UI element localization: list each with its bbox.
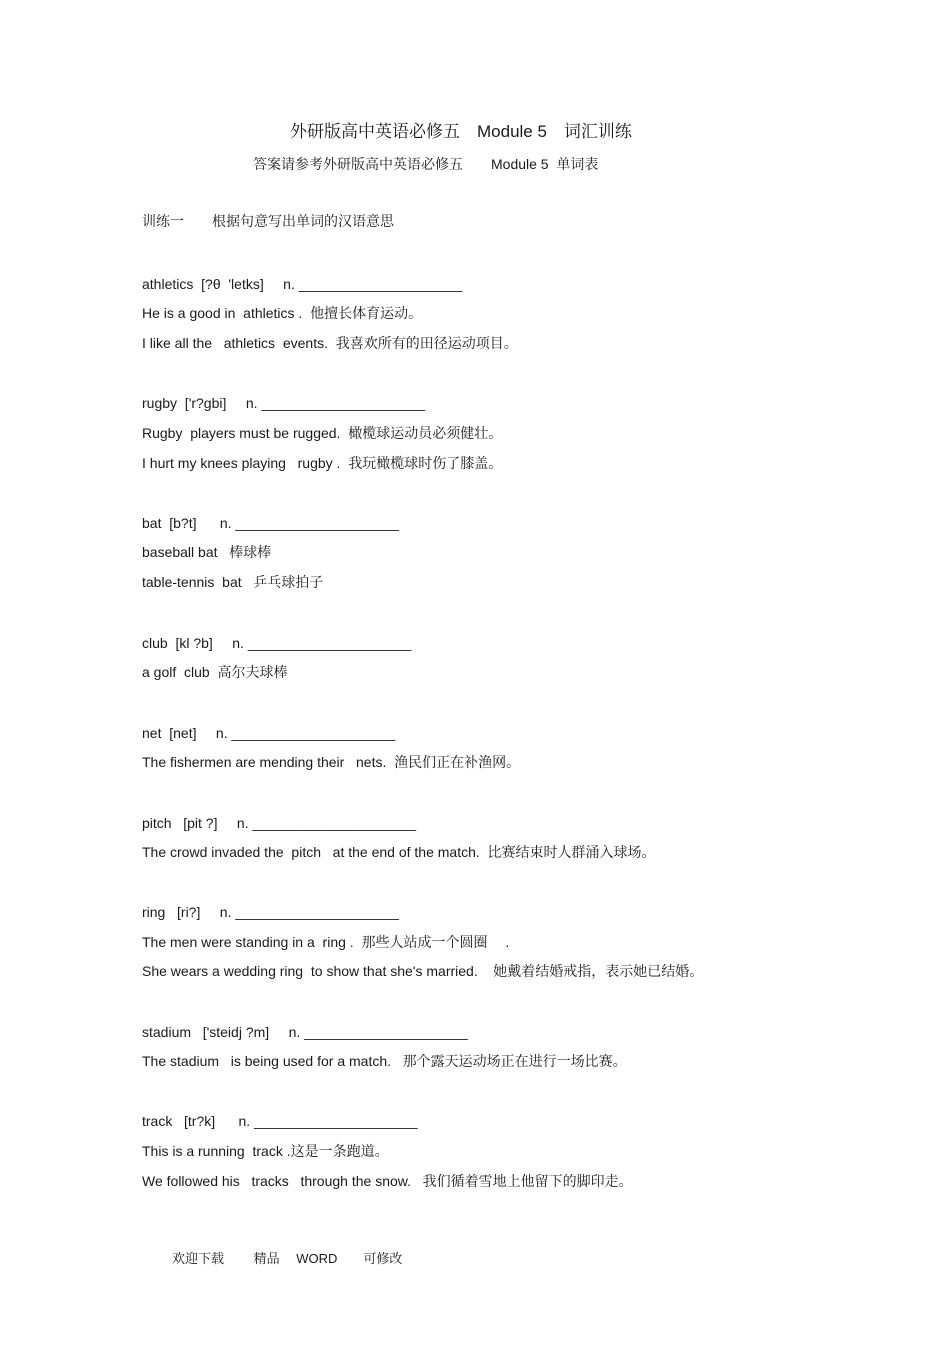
example-sentence: The men were standing in a ring . 那些人站成一个圆圈 . [142, 934, 510, 950]
footer-note: 欢迎下载 精品 WORD 可修改 [172, 1251, 403, 1266]
example-sentence: We followed his tracks through the snow. 我们循着雪地上他留下的脚印走。 [142, 1173, 633, 1189]
example-sentence: She wears a wedding ring to show that she's married. 她戴着结婚戒指，表示她已结婚。 [142, 963, 704, 979]
vocab-headline: track [tr?k] n. _____________________ [142, 1113, 418, 1129]
page-title: 外研版高中英语必修五 Module 5 词汇训练 [290, 122, 632, 141]
page-subtitle: 答案请参考外研版高中英语必修五 Module 5 单词表 [253, 156, 599, 172]
vocab-headline: rugby ['r?gbi] n. _____________________ [142, 395, 425, 411]
example-sentence: I hurt my knees playing rugby . 我玩橄榄球时伤了膝盖。 [142, 455, 503, 471]
vocab-headline: stadium ['steidj ?m] n. _____________________ [142, 1024, 468, 1040]
example-sentence: This is a running track .这是一条跑道。 [142, 1143, 389, 1159]
section-heading: 训练一 根据句意写出单词的汉语意思 [142, 213, 394, 229]
vocab-headline: pitch [pit ?] n. _____________________ [142, 815, 417, 831]
example-sentence: a golf club 高尔夫球棒 [142, 664, 288, 680]
vocab-headline: athletics [?θ 'letks] n. _____________________ [142, 276, 463, 292]
example-sentence: I like all the athletics events. 我喜欢所有的田径运动项目。 [142, 335, 518, 351]
example-sentence: He is a good in athletics . 他擅长体育运动。 [142, 305, 423, 321]
vocab-headline: bat [b?t] n. _____________________ [142, 515, 399, 531]
example-sentence: baseball bat 棒球棒 [142, 544, 272, 560]
vocab-headline: ring [ri?] n. _____________________ [142, 904, 399, 920]
vocab-headline: net [net] n. _____________________ [142, 725, 396, 741]
example-sentence: Rugby players must be rugged. 橄榄球运动员必须健壮。 [142, 425, 503, 441]
example-sentence: The stadium is being used for a match. 那个露天运动场正在进行一场比赛。 [142, 1053, 627, 1069]
example-sentence: The fishermen are mending their nets. 渔民们正在补渔网。 [142, 754, 521, 770]
vocab-headline: club [kl ?b] n. _____________________ [142, 635, 412, 651]
example-sentence: table-tennis bat 乒乓球拍子 [142, 574, 324, 590]
example-sentence: The crowd invaded the pitch at the end of the match. 比赛结束时人群涌入球场。 [142, 844, 656, 860]
